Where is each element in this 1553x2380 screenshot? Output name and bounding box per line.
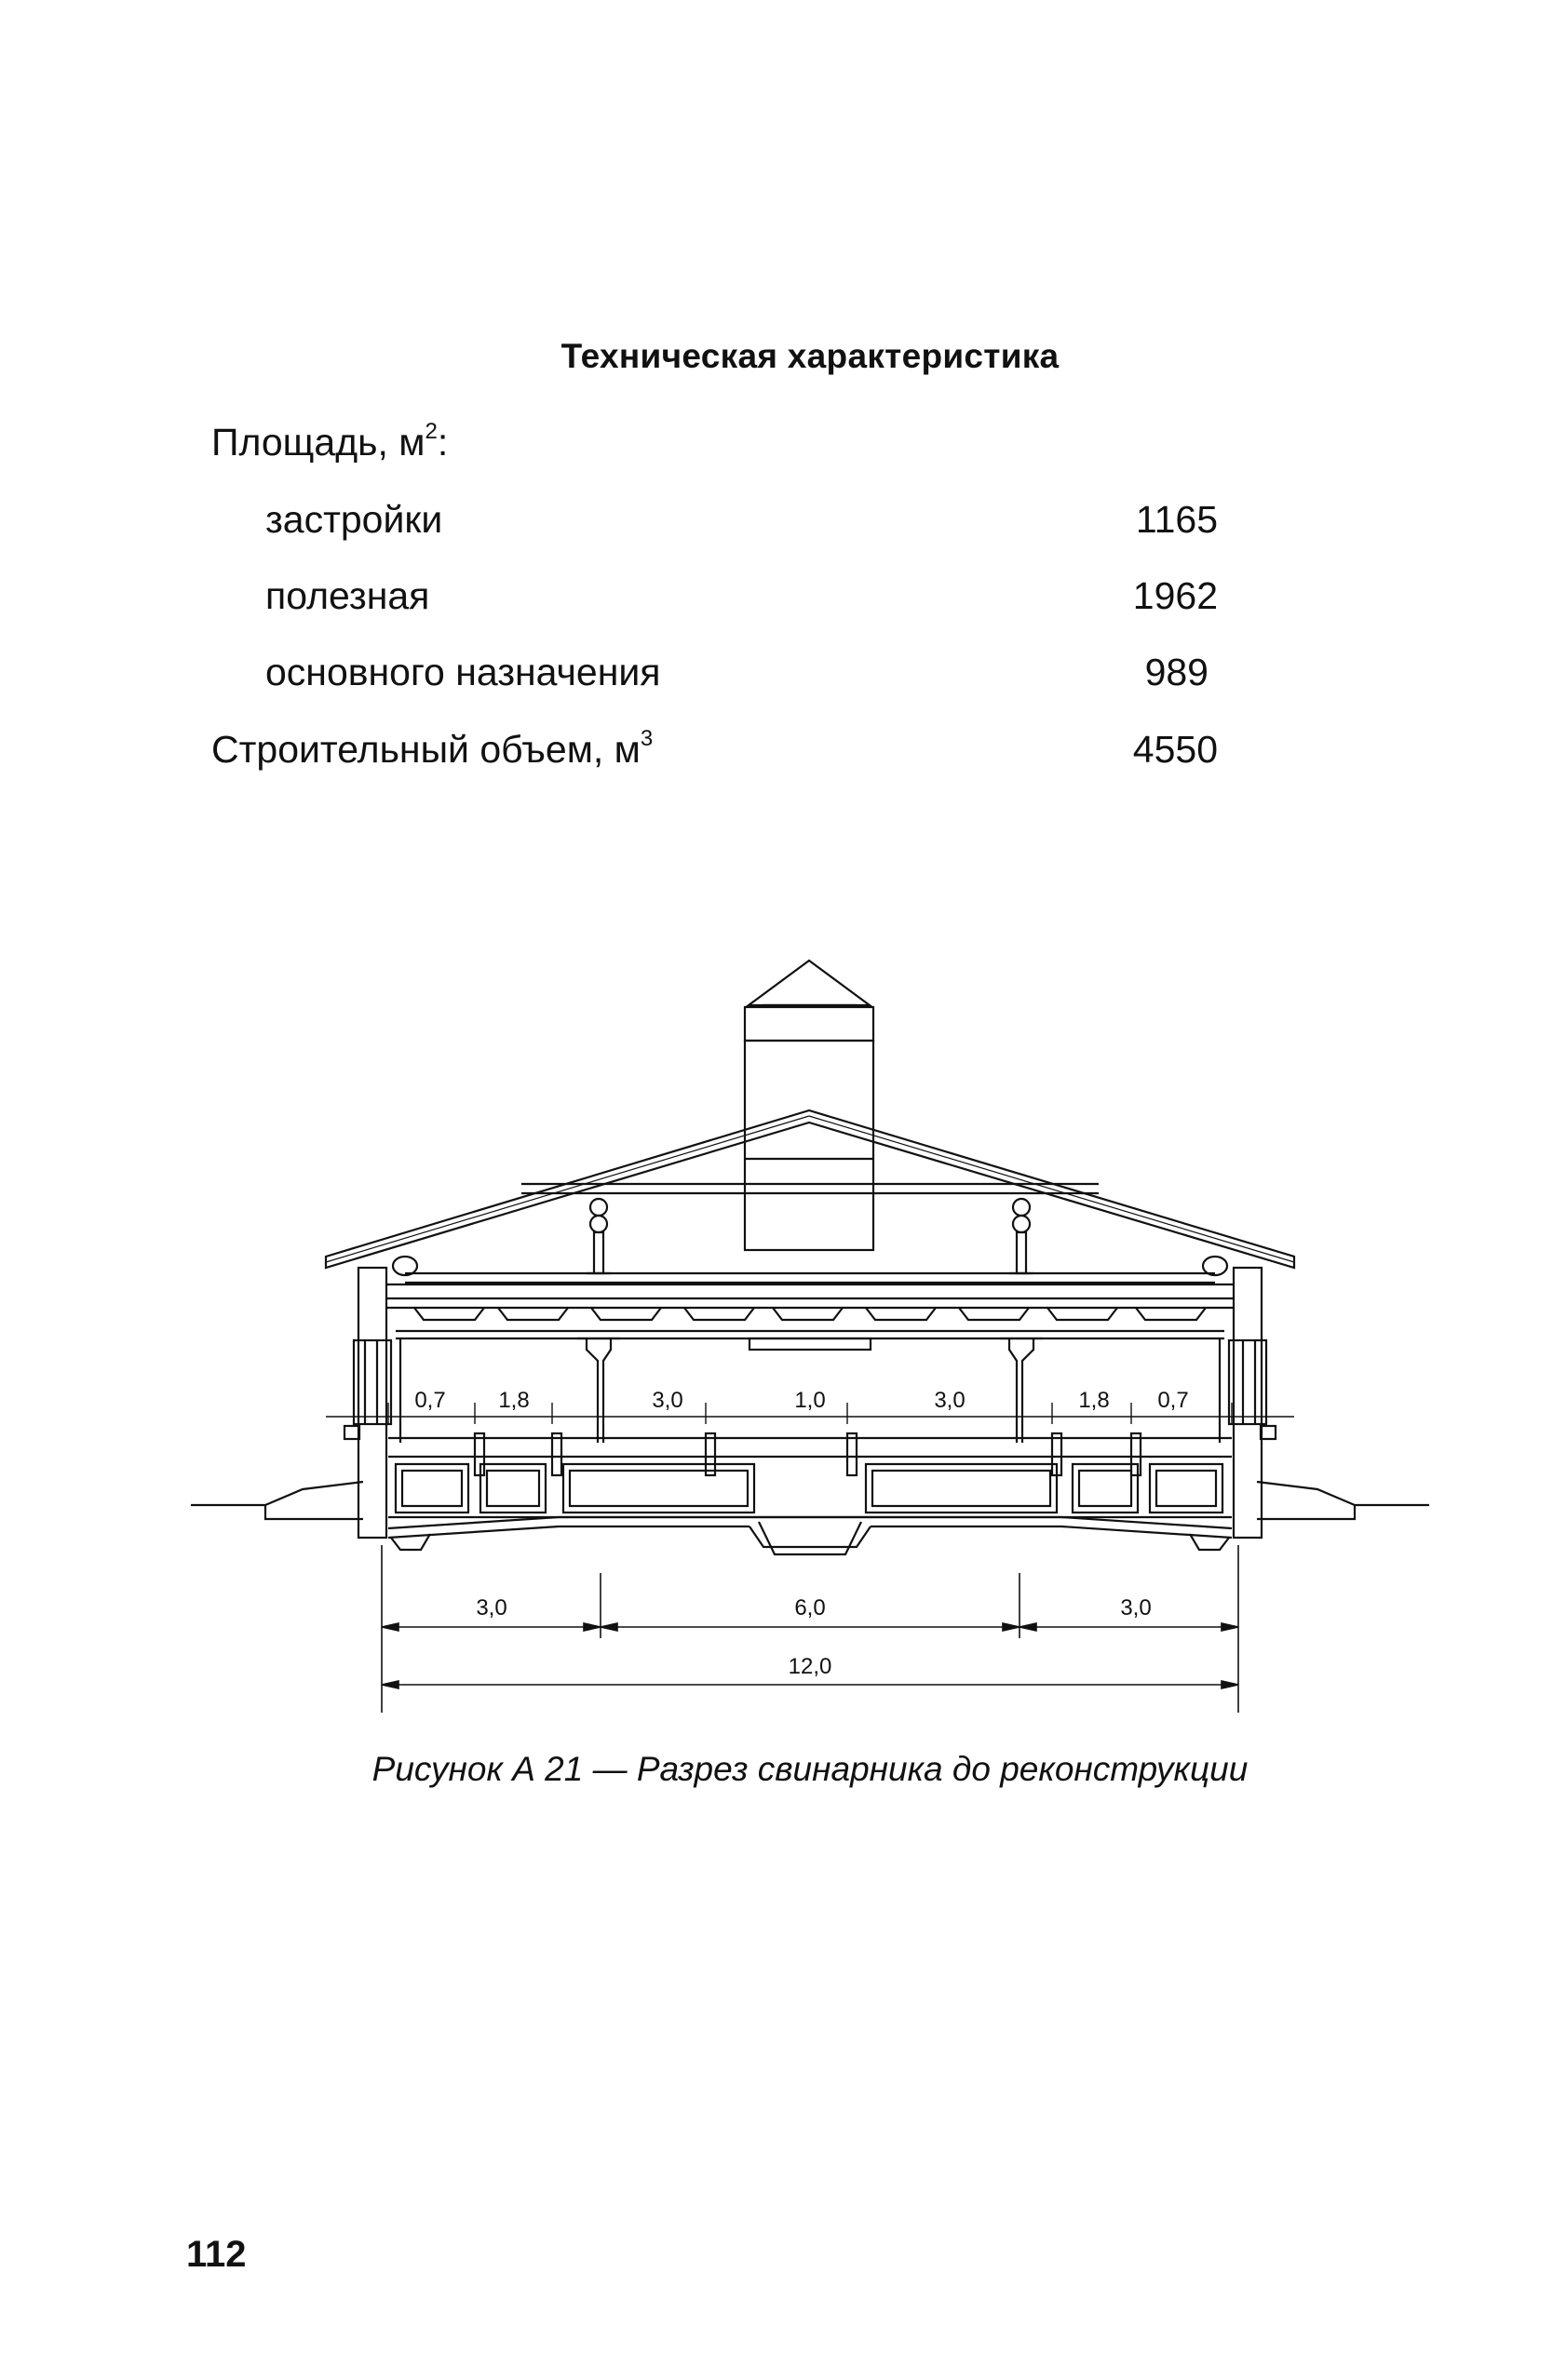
ground-lines — [191, 1482, 1429, 1519]
ceiling-ducts — [396, 1308, 1224, 1350]
spec-area-label: Площадь, м — [211, 421, 425, 464]
dim-label: 3,0 — [934, 1388, 966, 1413]
floor-channels — [388, 1517, 1232, 1554]
dim-label: 1,8 — [1078, 1388, 1110, 1413]
spec-volume-label: Строительный объем, м — [211, 728, 641, 771]
spec-volume-value: 4550 — [1132, 728, 1218, 771]
pen-partitions — [388, 1433, 1232, 1475]
spec-row-label: полезная — [265, 574, 430, 617]
spec-row-osnovnogo — [0, 653, 1553, 700]
spec-area-power: 2 — [425, 419, 438, 444]
dim-label: 0,7 — [414, 1388, 446, 1413]
pigsty-section-drawing — [168, 940, 1452, 1722]
bottom-dimension-lines — [382, 1545, 1238, 1713]
spec-volume-power: 3 — [640, 726, 654, 751]
dim-label: 3,0 — [476, 1595, 507, 1620]
inner-dimension-labels — [414, 1388, 1188, 1413]
spec-area-colon: : — [437, 421, 449, 464]
spec-row-volume — [0, 726, 1553, 777]
spec-row-value: 1962 — [1132, 574, 1218, 617]
roof — [326, 1110, 1294, 1283]
bottom-dimension-labels — [476, 1595, 1151, 1679]
spec-row-value: 989 — [1144, 651, 1209, 693]
spec-row-label: основного назначения — [265, 651, 661, 693]
dim-label: 12,0 — [788, 1654, 832, 1679]
spec-row-label: застройки — [265, 498, 443, 541]
floor-feeders — [388, 1457, 1232, 1517]
ventilation-shaft — [745, 961, 873, 1250]
spec-title: Техническая характеристика — [560, 337, 1060, 375]
dim-label: 3,0 — [652, 1388, 683, 1413]
dim-label: 3,0 — [1120, 1595, 1152, 1620]
dim-label: 6,0 — [794, 1595, 826, 1620]
figure-caption: Рисунок А 21 — Разрез свинарника до реконструкции — [371, 1750, 1249, 1788]
spec-row-poleznaya — [0, 574, 1553, 624]
page-number: 112 — [186, 2234, 247, 2275]
dim-label: 1,0 — [794, 1388, 826, 1413]
dim-label: 1,8 — [498, 1388, 530, 1413]
dim-label: 0,7 — [1157, 1388, 1189, 1413]
spec-row-value: 1165 — [1135, 498, 1218, 541]
spec-row-zastroyki — [0, 498, 1553, 547]
